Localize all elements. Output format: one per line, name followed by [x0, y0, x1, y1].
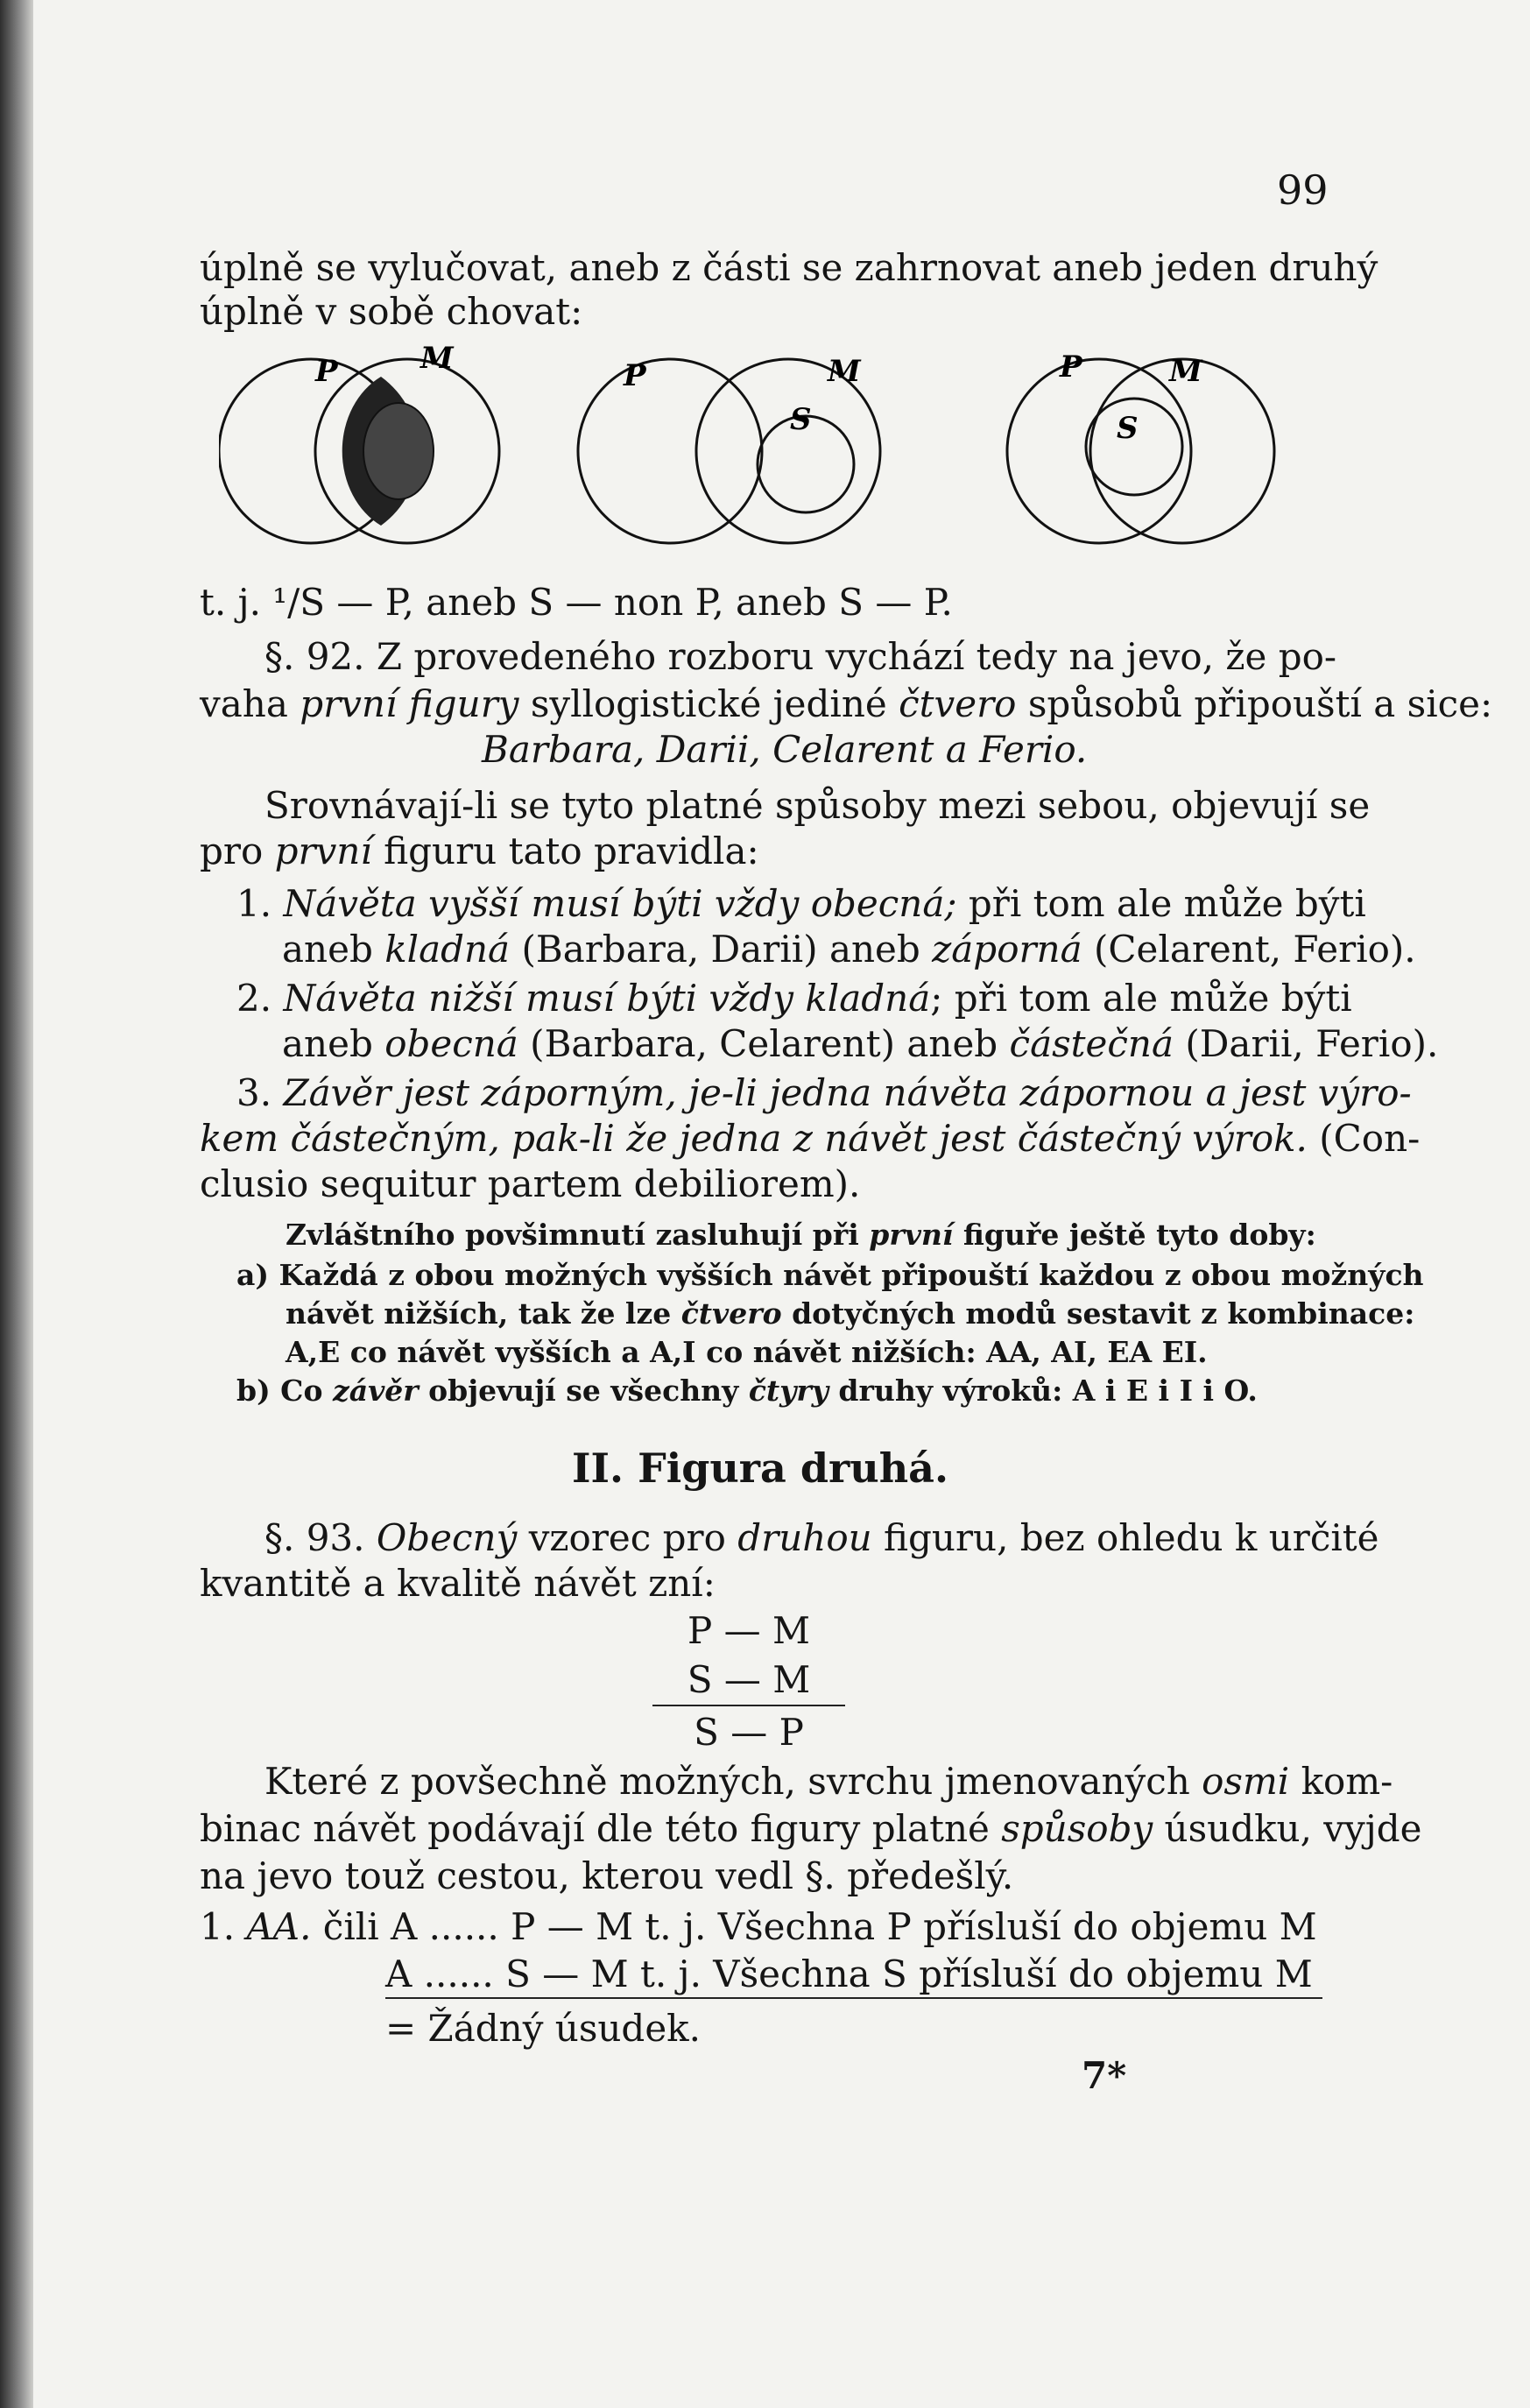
text-line: na jevo touž cestou, kterou vedl §. předešlý. — [200, 1854, 1014, 1897]
example-line: 1. AA. čili A ...... P — M t. j. Všechna P přísluší do objemu M — [200, 1905, 1317, 1948]
rule-3-cont: kem částečným, pak-li že jedna z návět jest částečný výrok. (Con- — [200, 1117, 1421, 1160]
text-line: §. 92. Z provedeného rozboru vychází tedy na jevo, že po- — [264, 635, 1337, 678]
text-line: úplně se vylučovat, aneb z části se zahrnovat aneb jeden druhý — [200, 246, 1378, 289]
rule-1-cont: aneb kladná (Barbara, Darii) aneb záporná (Celarent, Ferio). — [282, 928, 1416, 971]
note-b: b) Co závěr objevují se všechny čtyry druhy výroků: A i E i I i O. — [236, 1373, 1258, 1408]
text-line: Srovnávají-li se tyto platné spůsoby mezi sebou, objevují se — [264, 784, 1371, 827]
text-line: pro první figuru tato pravidla: — [200, 830, 759, 872]
text-line: úplně v sobě chovat: — [200, 290, 583, 333]
formula-line: S — M — [687, 1658, 811, 1701]
rule-2-cont: aneb obecná (Barbara, Celarent) aneb částečná (Darii, Ferio). — [282, 1022, 1439, 1065]
formula-line: P — M — [687, 1609, 810, 1652]
venn-diagrams — [219, 342, 1305, 569]
formula-rule — [652, 1705, 845, 1706]
rule-2: 2. Návěta nižší musí býti vždy kladná; při tom ale může býti — [236, 977, 1352, 1020]
text-line: kvantitě a kvalitě návět zní: — [200, 1562, 716, 1605]
rule-1: 1. Návěta vyšší musí býti vždy obecná; při tom ale může býti — [236, 882, 1366, 925]
example-conclusion: = Žádný úsudek. — [385, 2007, 701, 2050]
text-line: §. 93. Obecný vzorec pro druhou figuru, bez ohledu k určité — [264, 1516, 1379, 1559]
label-s: S — [790, 402, 812, 437]
rule-3: 3. Závěr jest záporným, je-li jedna návěta zápornou a jest výro- — [236, 1071, 1412, 1114]
text-line: vaha první figury syllogistické jediné čtvero spůsobů připouští a sice: — [200, 682, 1493, 725]
label-p: P — [1060, 350, 1082, 385]
note-a: a) Každá z obou možných vyšších návět připouští každou z obou možných — [236, 1258, 1424, 1292]
label-p: P — [624, 358, 646, 393]
page-number: 99 — [1277, 166, 1329, 214]
label-p: P — [315, 354, 338, 389]
section-heading: II. Figura druhá. — [572, 1444, 948, 1492]
label-m: M — [1169, 354, 1202, 389]
rule-3-cont: clusio sequitur partem debiliorem). — [200, 1162, 861, 1205]
signature-mark: 7* — [1082, 2054, 1127, 2097]
note-line: Zvláštního povšimnutí zasluhují při první figuře ještě tyto doby: — [286, 1218, 1316, 1252]
text-line: Barbara, Darii, Celarent a Ferio. — [482, 728, 1088, 771]
venn-diagram-intersection — [1007, 350, 1274, 543]
text-line: t. j. ¹/S — P, aneb S — non P, aneb S — P. — [200, 581, 953, 624]
text-line: Které z povšechně možných, svrchu jmenovaných osmi kom- — [264, 1760, 1393, 1803]
note-a-cont: návět nižších, tak že lze čtvero dotyčných modů sestavit z kombinace: — [286, 1296, 1415, 1331]
venn-diagram-inclusion — [578, 354, 880, 543]
note-a-cont: A,E co návět vyšších a A,I co návět nižších: AA, AI, EA EI. — [286, 1335, 1208, 1369]
label-s: S — [1117, 411, 1139, 446]
formula-line: S — P — [694, 1711, 804, 1754]
page-edge — [0, 0, 33, 2408]
example-line: A ...... S — M t. j. Všechna S přísluší do objemu M — [385, 1953, 1313, 1995]
venn-diagram-overlap — [219, 342, 499, 543]
example-rule — [385, 1997, 1322, 1999]
text-line: binac návět podávají dle této figury platné spůsoby úsudku, vyjde — [200, 1807, 1422, 1850]
label-m: M — [420, 342, 454, 376]
label-m: M — [828, 354, 861, 389]
